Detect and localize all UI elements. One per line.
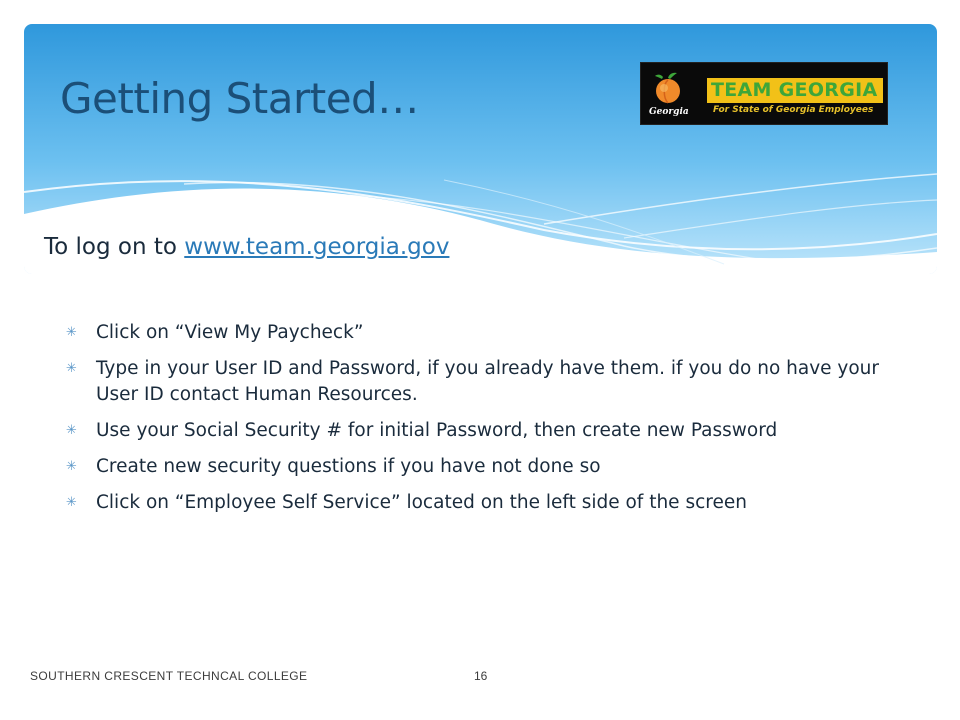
asterisk-bullet-icon: ✳	[66, 459, 77, 474]
asterisk-bullet-icon: ✳	[66, 423, 77, 438]
steps-list	[66, 320, 926, 526]
list-item-text: Use your Social Security # for initial Password, then create new Password	[96, 420, 778, 441]
login-instruction	[44, 234, 449, 260]
list-item-text: Click on “Employee Self Service” located on the left side of the screen	[96, 492, 747, 513]
list-item-text: Type in your User ID and Password, if you already have them. if you do no have your User ID contact Human Resources.	[96, 358, 880, 405]
list-item	[66, 356, 926, 408]
list-item	[66, 418, 926, 444]
asterisk-bullet-icon: ✳	[66, 495, 77, 510]
list-item	[66, 490, 926, 516]
footer-organization: SOUTHERN CRESCENT TECHNCAL COLLEGE	[30, 669, 308, 683]
login-instruction-prefix: To log on to	[44, 234, 185, 260]
team-georgia-logo	[640, 62, 888, 125]
asterisk-bullet-icon: ✳	[66, 325, 77, 340]
list-item-text: Click on “View My Paycheck”	[96, 322, 364, 343]
logo-state-wordmark: Georgia	[649, 107, 689, 117]
asterisk-bullet-icon: ✳	[66, 361, 77, 376]
list-item	[66, 320, 926, 346]
georgia-peach-icon	[651, 71, 685, 105]
logo-tagline: For State of Georgia Employees	[713, 105, 874, 115]
page-number: 16	[474, 669, 488, 683]
logo-brand-text: TEAM GEORGIA	[711, 79, 878, 101]
list-item-text: Create new security questions if you have not done so	[96, 456, 601, 477]
team-georgia-link[interactable]: www.team.georgia.gov	[184, 234, 450, 260]
slide-title: Getting Started…	[60, 74, 419, 123]
list-item	[66, 454, 926, 480]
